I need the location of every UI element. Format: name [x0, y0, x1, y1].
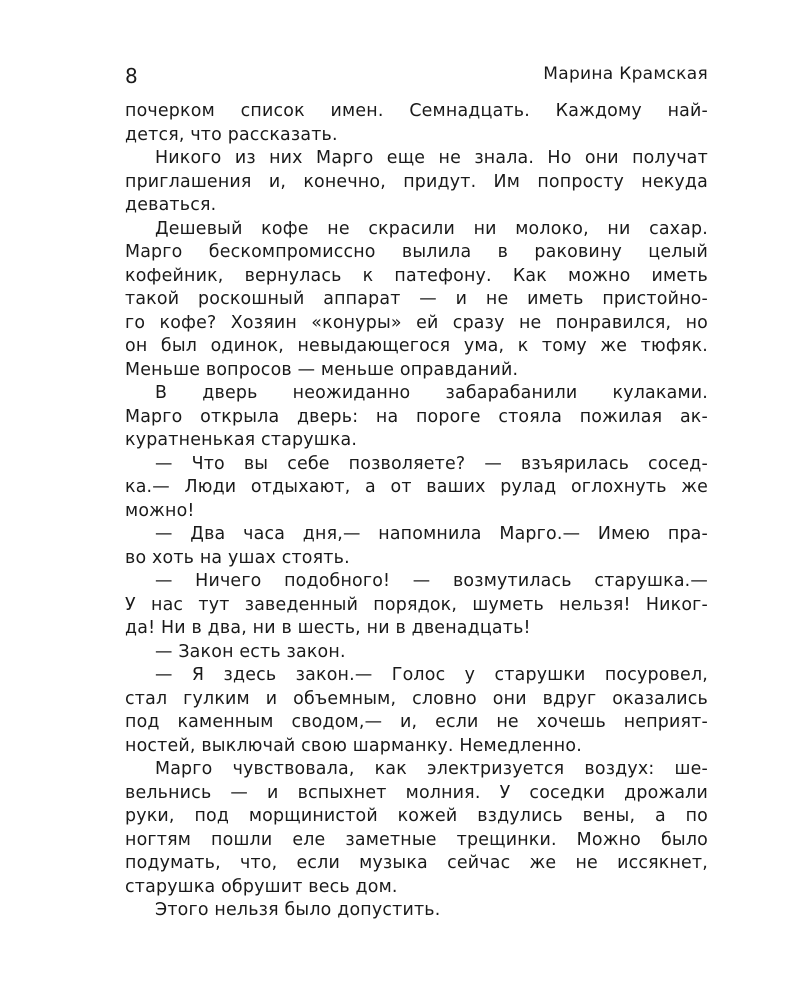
paragraph — [125, 100, 708, 147]
paragraph — [125, 641, 708, 665]
text-line: под каменным сводом,— и, если не хочешь неприят- — [125, 712, 708, 732]
text-line: ка.— Люди отдыхают, а от ваших рулад оглохнуть же — [125, 477, 708, 497]
paragraph — [125, 758, 708, 899]
text-line: кофейник, вернулась к патефону. Как можно иметь — [125, 265, 708, 286]
text-line: старушка обрушит весь дом. — [125, 876, 398, 897]
text-line: Меньше вопросов — меньше оправданий. — [125, 359, 519, 380]
text-line: руки, под морщинистой кожей вздулись вены, а по — [125, 806, 708, 826]
paragraph — [125, 147, 708, 218]
text-line: Никого из них Марго еще не знала. Но они получат — [155, 148, 708, 168]
text-line: Этого нельзя было допустить. — [155, 900, 441, 920]
paragraph — [125, 453, 708, 524]
paragraph — [125, 899, 708, 923]
text-line: Марго чувствовала, как электризуется воздух: ше- — [155, 759, 708, 779]
paragraph — [125, 664, 708, 758]
paragraph — [125, 382, 708, 453]
text-line: го кофе? Хозяин «конуры» ей сразу не понравился, но — [125, 312, 708, 333]
text-line: У нас тут заведенный порядок, шуметь нельзя! Никог- — [125, 594, 708, 615]
paragraph — [125, 218, 708, 383]
text-line: деваться. — [125, 195, 217, 215]
text-line: Дешевый кофе не скрасили ни молоко, ни сахар. — [155, 218, 708, 239]
text-line: — Ничего подобного! — возмутилась старушка.— — [155, 571, 708, 591]
paragraph — [125, 523, 708, 570]
text-line: можно! — [125, 500, 195, 521]
text-line: ногтям пошли еле заметные трещинки. Можно было — [125, 829, 708, 850]
text-line: дется, что рассказать. — [125, 124, 338, 145]
page-header — [125, 60, 708, 90]
text-line: Марго открыла дверь: на пороге стояла пожилая ак- — [125, 406, 708, 427]
text-line: ностей, выключай свою шарманку. Немедленно. — [125, 735, 582, 756]
text-line: — Что вы себе позволяете? — взъярилась сосед- — [155, 453, 708, 474]
text-line: Марго бескомпромиссно вылила в раковину целый — [125, 242, 708, 262]
paragraph — [125, 570, 708, 641]
text-line: — Я здесь закон.— Голос у старушки посуровел, — [155, 665, 708, 685]
text-line: он был одинок, невыдающегося ума, к тому же тюфяк. — [125, 336, 708, 356]
text-line: куратненькая старушка. — [125, 430, 358, 450]
page-number: 8 — [125, 64, 139, 88]
text-line: во хоть на ушах стоять. — [125, 547, 350, 568]
text-line: стал гулким и объемным, словно они вдруг оказались — [125, 688, 708, 709]
text-line: приглашения и, конечно, придут. Им попросту некуда — [125, 171, 708, 192]
text-line: да! Ни в два, ни в шесть, ни в двенадцать! — [125, 618, 531, 638]
text-line: — Закон есть закон. — [155, 641, 346, 662]
text-line: — Два часа дня,— напомнила Марго.— Имею пра- — [155, 524, 708, 544]
text-line: вельнись — и вспыхнет молния. У соседки дрожали — [125, 782, 708, 803]
text-line: почерком список имен. Семнадцать. Каждому най- — [125, 101, 708, 121]
text-line: В дверь неожиданно забарабанили кулаками. — [155, 383, 708, 403]
running-head-author: Марина Крамская — [543, 64, 708, 84]
text-line: подумать, что, если музыка сейчас же не иссякнет, — [125, 853, 708, 873]
body-text — [125, 100, 708, 923]
text-line: такой роскошный аппарат — и не иметь пристойно- — [125, 289, 708, 309]
